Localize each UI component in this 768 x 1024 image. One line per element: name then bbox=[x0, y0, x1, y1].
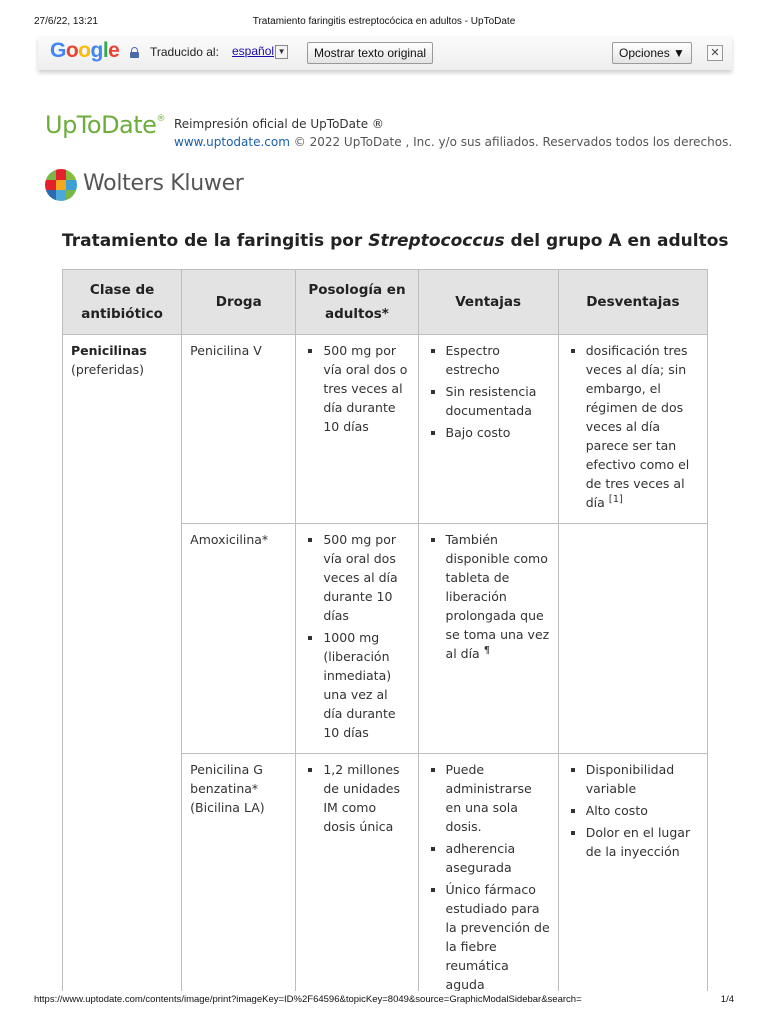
list-item: ▪ Único fármaco estudiado para la prevención de la fiebre reumática aguda bbox=[446, 880, 550, 991]
column-header: Clase de antibiótico bbox=[63, 270, 182, 335]
lock-icon bbox=[130, 47, 139, 58]
treatment-table-container bbox=[62, 269, 708, 991]
list-item: ▪ Disponibilidad variable bbox=[586, 760, 699, 798]
dosage-cell bbox=[296, 754, 418, 992]
column-header: Droga bbox=[182, 270, 296, 335]
registered-mark: ® bbox=[156, 114, 165, 124]
print-page-title: Tratamiento faringitis estreptocócica en adultos - UpToDate bbox=[252, 16, 516, 27]
print-url: https://www.uptodate.com/contents/image/print?imageKey=ID%2F64596&topicKey=8049&source=GraphicModalSidebar&search= bbox=[34, 994, 582, 1005]
list-item: ▪ Sin resistencia documentada bbox=[446, 382, 550, 420]
list-item: ▪ 1,2 millones de unidades IM como dosis única bbox=[323, 760, 409, 836]
title-part: del grupo A en adultos bbox=[504, 231, 729, 251]
list-item bbox=[446, 530, 550, 663]
title-italic-part: Streptococcus bbox=[368, 231, 505, 251]
google-logo-letter: l bbox=[102, 39, 109, 62]
uptodate-logo-text: UpToDate bbox=[45, 111, 157, 139]
wolters-kluwer-mark-icon bbox=[45, 169, 77, 201]
disadvantages-cell bbox=[558, 524, 707, 754]
antibiotic-class-note: (preferidas) bbox=[71, 362, 145, 377]
reprint-line: Reimpresión oficial de UpToDate ® bbox=[174, 117, 384, 131]
table-row bbox=[63, 335, 708, 524]
list-item: ▪ 500 mg por vía oral dos veces al día durante 10 días bbox=[323, 530, 409, 625]
column-header: Desventajas bbox=[558, 270, 707, 335]
uptodate-link[interactable]: www.uptodate.com bbox=[174, 135, 290, 149]
dosage-cell bbox=[296, 524, 418, 754]
page-number: 1/4 bbox=[720, 994, 734, 1005]
list-item: ▪ adherencia asegurada bbox=[446, 839, 550, 877]
page-title bbox=[62, 231, 729, 251]
uptodate-logo bbox=[45, 111, 165, 139]
treatment-table bbox=[62, 269, 708, 991]
advantage-text: También disponible como tableta de liberación prolongada que se toma una vez al día bbox=[445, 532, 550, 661]
print-header bbox=[0, 16, 768, 30]
print-date: 27/6/22, 13:21 bbox=[34, 16, 98, 27]
reference-link[interactable]: [1] bbox=[608, 494, 623, 505]
list-item: ▪ Alto costo bbox=[586, 801, 699, 820]
dosage-cell bbox=[296, 335, 418, 524]
google-translate-bar bbox=[38, 36, 732, 70]
google-logo-letter: o bbox=[65, 39, 79, 62]
disadvantage-text: dosificación tres veces al día; sin embargo, el régimen de dos veces al día parece ser tan efectivo como el de tres veces al día bbox=[585, 343, 690, 510]
options-button[interactable]: Opciones ▼ bbox=[612, 42, 692, 64]
advantages-cell bbox=[418, 335, 558, 524]
translated-label: Traducido al: bbox=[150, 45, 219, 59]
disadvantages-cell bbox=[558, 754, 707, 992]
list-item: ▪ Bajo costo bbox=[446, 423, 550, 442]
copyright-line bbox=[174, 133, 732, 151]
google-logo-letter: o bbox=[78, 39, 91, 62]
advantages-cell bbox=[418, 524, 558, 754]
table-header-row bbox=[63, 270, 708, 335]
list-item: ▪ 1000 mg (liberación inmediata) una vez al día durante 10 días bbox=[323, 628, 409, 742]
list-item: ▪ 500 mg por vía oral dos o tres veces al día durante 10 días bbox=[323, 341, 409, 436]
disadvantages-cell bbox=[558, 335, 707, 524]
close-icon[interactable]: ✕ bbox=[707, 45, 723, 61]
advantages-cell bbox=[418, 754, 558, 992]
drug-cell: Amoxicilina* bbox=[182, 524, 296, 754]
column-header: Ventajas bbox=[418, 270, 558, 335]
google-logo-letter: G bbox=[50, 39, 66, 62]
antibiotic-class-name: Penicilinas bbox=[71, 343, 147, 358]
drug-cell: Penicilina V bbox=[182, 335, 296, 524]
google-logo-letter: e bbox=[108, 39, 120, 62]
copyright-text: © 2022 UpToDate , Inc. y/o sus afiliados. Reservados todos los derechos. bbox=[289, 135, 733, 149]
title-part: Tratamiento de la faringitis por bbox=[62, 231, 369, 251]
chevron-down-icon[interactable]: ▼ bbox=[275, 45, 288, 59]
reprint-notice bbox=[174, 115, 732, 151]
print-footer bbox=[0, 994, 768, 1008]
language-select[interactable] bbox=[232, 44, 288, 60]
show-original-button[interactable]: Mostrar texto original bbox=[307, 42, 433, 64]
column-header: Posología en adultos* bbox=[296, 270, 418, 335]
google-logo bbox=[50, 39, 119, 63]
drug-cell: Penicilina G benzatina* (Bicilina LA) bbox=[182, 754, 296, 992]
list-item: ▪ Dolor en el lugar de la inyección bbox=[586, 823, 699, 861]
list-item: ▪ Espectro estrecho bbox=[446, 341, 550, 379]
wolters-kluwer-name: Wolters Kluwer bbox=[83, 171, 244, 196]
list-item: ▪ Puede administrarse en una sola dosis. bbox=[446, 760, 550, 836]
google-logo-letter: g bbox=[90, 39, 103, 62]
footnote-mark: ¶ bbox=[483, 645, 491, 656]
language-value: español bbox=[232, 44, 275, 58]
antibiotic-class-cell bbox=[63, 335, 182, 992]
list-item bbox=[586, 341, 699, 512]
